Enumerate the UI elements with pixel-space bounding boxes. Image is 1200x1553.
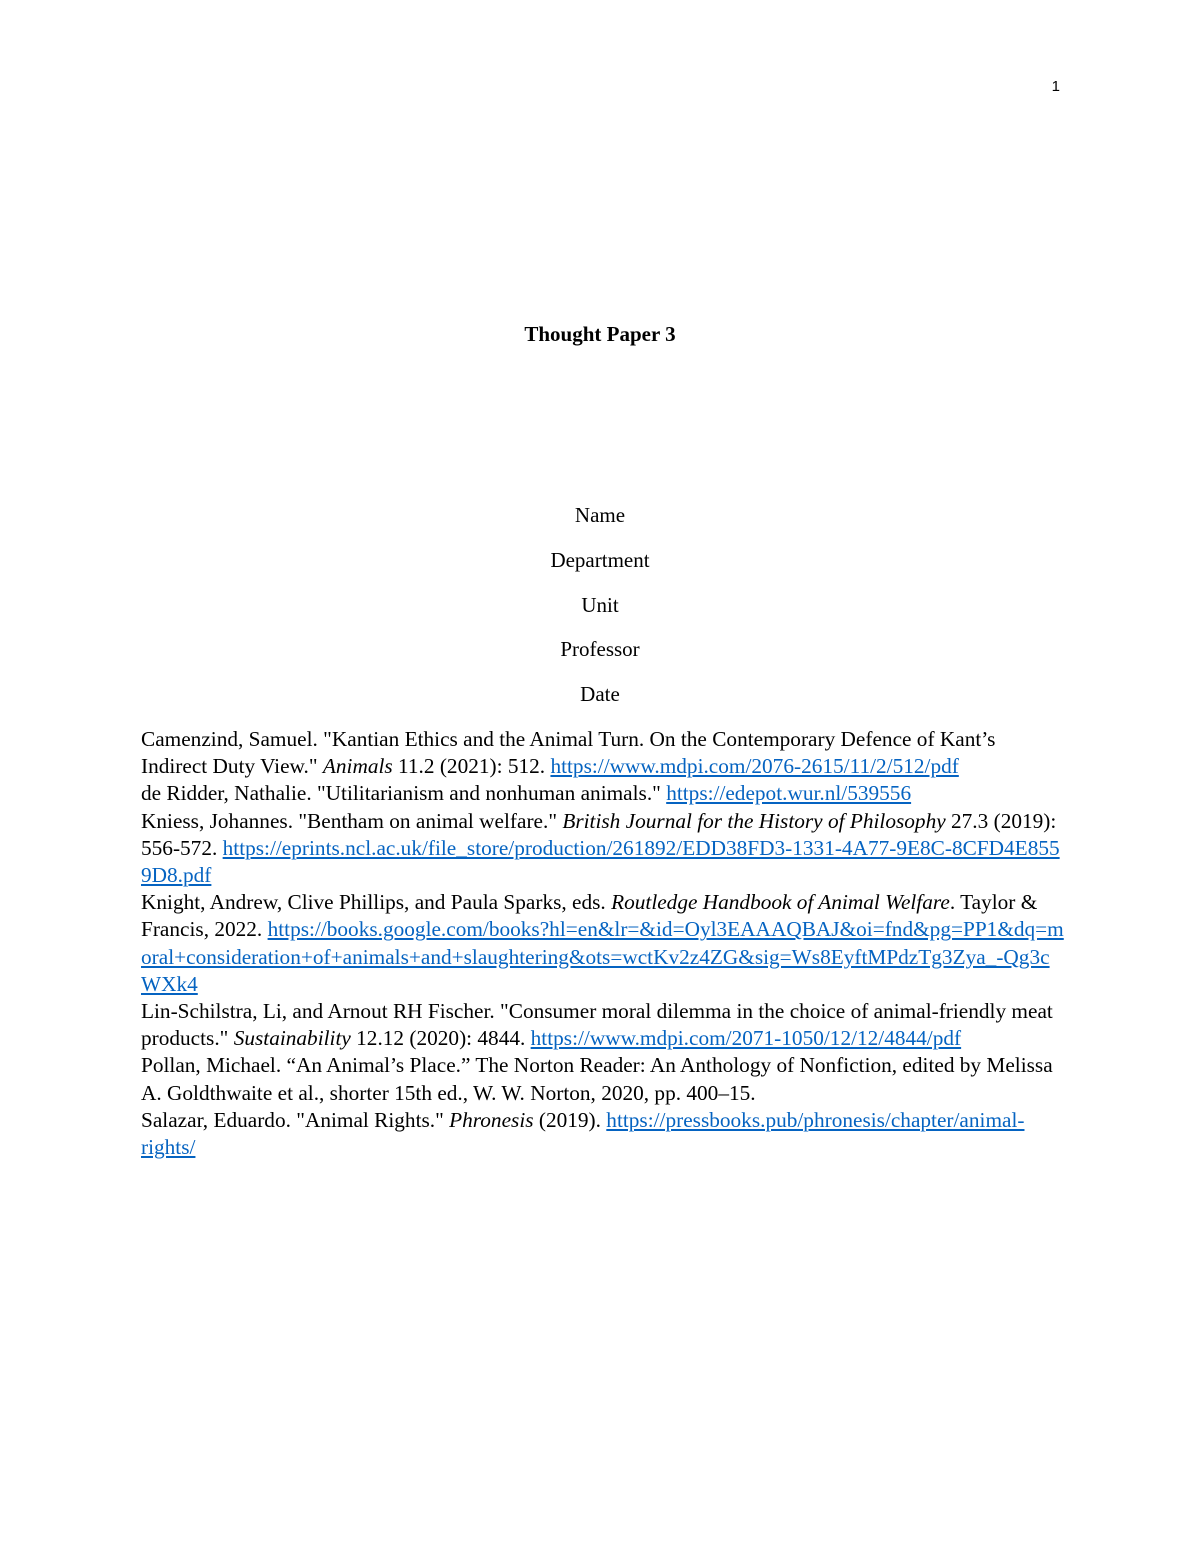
reference-text: Salazar, Eduardo. "Animal Rights."	[141, 1107, 450, 1132]
reference-entry-salazar	[141, 1107, 1066, 1161]
reference-entry-kniess	[141, 808, 1066, 890]
reference-text: . Taylor & Francis, 2022.	[141, 890, 1038, 942]
cover-unit: Unit	[581, 592, 619, 617]
reference-journal: Phronesis	[449, 1107, 534, 1132]
reference-text: 11.2 (2021): 512.	[392, 754, 551, 779]
reference-book-title: Routledge Handbook of Animal Welfare	[611, 890, 950, 915]
reference-text: Lin-Schilstra, Li, and Arnout RH Fischer. "Consumer moral dilemma in the choice of animal-friendly meat products."	[141, 999, 1053, 1051]
cover-info	[0, 500, 1200, 724]
cover-name: Name	[574, 503, 626, 527]
reference-text: 27.3 (2019): 556-572.	[141, 808, 1057, 860]
reference-text: de Ridder, Nathalie. "Utilitarianism and nonhuman animals."	[141, 781, 667, 806]
reference-text: Camenzind, Samuel. "Kantian Ethics and the Animal Turn. On the Contemporary Defence of Kant’s Indirect Duty View."	[141, 727, 996, 779]
reference-text: 12.12 (2020): 4844.	[350, 1026, 531, 1051]
reference-entry-knight	[141, 889, 1066, 998]
reference-text: Knight, Andrew, Clive Phillips, and Paula Sparks, eds.	[141, 890, 612, 915]
reference-text: Kniess, Johannes. "Bentham on animal welfare."	[141, 808, 563, 833]
reference-link[interactable]: https://books.google.com/books?hl=en&lr=&id=Oyl3EAAAQBAJ&oi=fnd&pg=PP1&dq=moral+consideration+of+animals+and+slaughtering&ots=wctKv2z4ZG&sig=Ws8EyftMPdzTg3Zya_-Qg3cWXk4	[141, 917, 1064, 996]
cover-professor: Professor	[560, 637, 640, 662]
reference-journal: Sustainability	[233, 1026, 351, 1051]
cover-date: Date	[580, 682, 620, 707]
reference-link[interactable]: https://pressbooks.pub/phronesis/chapter/animal-rights/	[141, 1107, 1025, 1160]
reference-text: (2019).	[533, 1107, 607, 1132]
reference-link[interactable]: https://eprints.ncl.ac.uk/file_store/production/261892/EDD38FD3-1331-4A77-9E8C-8CFD4E8559D8.pdf	[141, 835, 1060, 888]
reference-entry-pollan	[141, 1052, 1066, 1106]
reference-link[interactable]: https://www.mdpi.com/2071-1050/12/12/4844/pdf	[530, 1026, 962, 1051]
reference-entry-de-ridder	[141, 780, 1066, 807]
page-number: 1	[1051, 78, 1060, 95]
reference-text: Pollan, Michael. “An Animal’s Place.” The Norton Reader: An Anthology of Nonfiction, edited by Melissa A. Goldthwaite et al., shorter 15th ed., W. W. Norton, 2020, pp. 400–15.	[141, 1053, 1053, 1105]
reference-journal: British Journal for the History of Philosophy	[562, 808, 946, 833]
reference-entry-camenzind	[141, 726, 1066, 780]
reference-entry-lin-schilstra	[141, 998, 1066, 1052]
reference-list	[141, 726, 1066, 1161]
cover-department: Department	[550, 547, 650, 572]
reference-link[interactable]: https://www.mdpi.com/2076-2615/11/2/512/pdf	[550, 754, 959, 779]
page-title: Thought Paper 3	[524, 322, 676, 346]
reference-link[interactable]: https://edepot.wur.nl/539556	[666, 781, 912, 806]
reference-journal: Animals	[322, 754, 393, 779]
